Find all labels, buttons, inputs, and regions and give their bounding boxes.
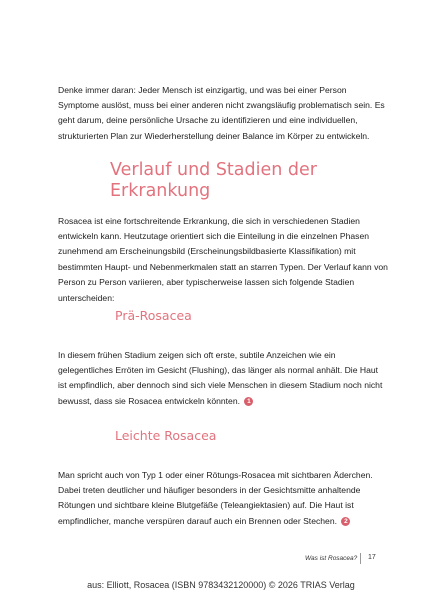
copyright-line: aus: Elliott, Rosacea (ISBN 9783432120000) © 2026 TRIAS Verlag xyxy=(87,580,355,590)
reference-marker-icon: 2 xyxy=(341,517,350,526)
intro-paragraph: Denke immer daran: Jeder Mensch ist einzigartig, und was bei einer Person Symptome auslöst, muss bei einer anderen nicht zwangsläufig problematisch sein. Es geht darum, deine persönliche Ursache zu identifizieren und eine individuellen, strukturierten Plan zur Wiederherstellung deiner Balance im Körper zu entwickeln. xyxy=(58,84,385,141)
reference-marker-icon: 1 xyxy=(244,397,253,406)
footer-divider xyxy=(360,553,361,564)
subsection-title-pre-rosacea: Prä-Rosacea xyxy=(115,308,192,323)
section-body: Rosacea ist eine fortschreitende Erkrankung, die sich in verschiedenen Stadien entwickeln kann. Heutzutage orientiert sich die Einteilung in die einzelnen Phasen zunehmend am Erscheinungsbild (Erscheinungsbildbasierte Klassifikation) mit bestimmten Haupt- und Nebenmerkmalen statt an starren Typen. Der Verlauf kann von Person zu Person variieren, aber typischerweise lassen sich folgende Stadien unterscheiden: xyxy=(58,215,388,303)
subsection-body-light-rosacea xyxy=(58,468,388,530)
subsection-body-pre-rosacea xyxy=(58,348,388,410)
footer-section-label: Was ist Rosacea? xyxy=(305,555,358,562)
section-title: Verlauf und Stadien der Erkrankung xyxy=(110,160,317,201)
subsection-title-light-rosacea: Leichte Rosacea xyxy=(115,428,217,443)
page-number: 17 xyxy=(368,554,376,561)
subsection-body-text: Man spricht auch von Typ 1 oder einer Rötungs-Rosacea mit sichtbaren Äderchen. Dabei treten deutlicher und häufiger besonders in der Gesichtsmitte anhaltende Rötungen und sichtbare kleine Blutgefäße (Teleangiektasien) auf. Die Haut ist empfindlicher, manche verspüren darauf auch ein Brennen oder Stechen. xyxy=(58,469,373,526)
subsection-body-text: In diesem frühen Stadium zeigen sich oft erste, subtile Anzeichen wie ein gelegentliches Erröten im Gesicht (Flushing), das länger als normal anhält. Die Haut ist empfindlich, aber dennoch sind sich viele Menschen in diesem Stadium noch nicht bewusst, dass sie Rosacea entwickeln könnten. xyxy=(58,349,383,406)
